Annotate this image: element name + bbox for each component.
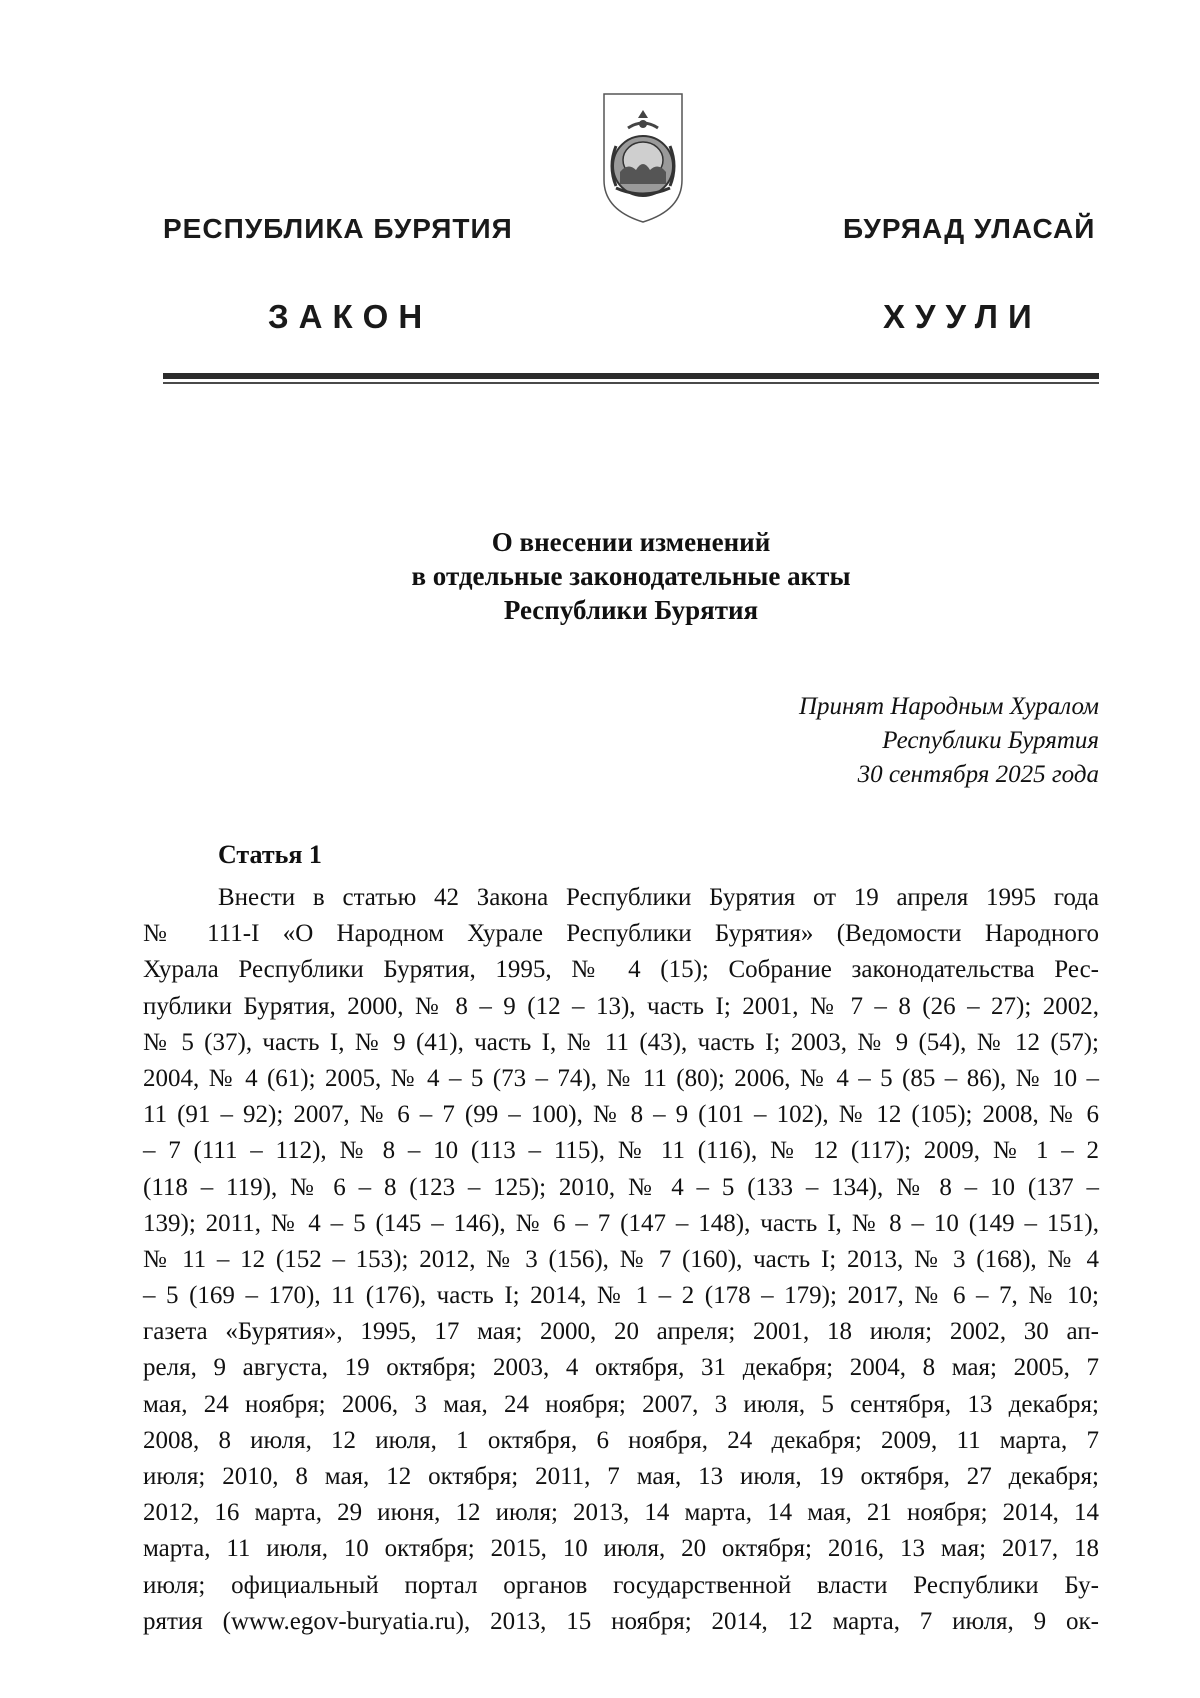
body-line: – 7 (111 – 112), № 8 – 10 (113 – 115), № 11 (116), № 12 (117); 2009, № 1 – 2 — [143, 1137, 1099, 1165]
header-divider — [163, 373, 1099, 379]
body-line: рятия (www.egov-buryatia.ru), 2013, 15 ноября; 2014, 12 марта, 7 июля, 9 ок- — [143, 1607, 1099, 1635]
body-line: Хурала Республики Бурятия, 1995, № 4 (15); Собрание законодательства Рес- — [143, 956, 1099, 984]
adoption-note-line: Республики Бурятия — [882, 727, 1099, 754]
republic-name-buryat: БУРЯАД УЛАСАЙ — [843, 213, 1096, 244]
article-body — [143, 880, 1099, 1640]
body-line: 2008, 8 июля, 12 июля, 1 октября, 6 ноября, 24 декабря; 2009, 11 марта, 7 — [143, 1426, 1099, 1454]
body-line: – 5 (169 – 170), 11 (176), часть I; 2014, № 1 – 2 (178 – 179); 2017, № 6 – 7, № 10; — [143, 1282, 1099, 1310]
body-line: июля; 2010, 8 мая, 12 октября; 2011, 7 мая, 13 июля, 19 октября, 27 декабря; — [143, 1463, 1099, 1490]
header-divider-thin — [163, 382, 1099, 384]
law-title-line: О внесении изменений — [491, 527, 771, 557]
law-title — [163, 525, 1099, 627]
document-type-buryat: ХУУЛИ — [883, 298, 1042, 335]
law-title-line: в отдельные законодательные акты — [411, 561, 851, 591]
body-line: № 111-I «О Народном Хурале Республики Бурятия» (Ведомости Народного — [143, 920, 1099, 948]
body-line: (118 – 119), № 6 – 8 (123 – 125); 2010, № 4 – 5 (133 – 134), № 8 – 10 (137 – — [143, 1173, 1099, 1201]
law-title-line: Республики Бурятия — [503, 595, 759, 625]
article-heading: Статья 1 — [218, 840, 322, 869]
body-line: газета «Бурятия», 1995, 17 мая; 2000, 20 апреля; 2001, 18 июля; 2002, 30 ап- — [143, 1318, 1099, 1346]
body-line: мая, 24 ноября; 2006, 3 мая, 24 ноября; 2007, 3 июля, 5 сентября, 13 декабря; — [143, 1390, 1099, 1418]
body-line: 11 (91 – 92); 2007, № 6 – 7 (99 – 100), № 8 – 9 (101 – 102), № 12 (105); 2008, № 6 — [143, 1101, 1099, 1129]
body-line: № 11 – 12 (152 – 153); 2012, № 3 (156), № 7 (160), часть I; 2013, № 3 (168), № 4 — [143, 1245, 1099, 1273]
body-line: публики Бурятия, 2000, № 8 – 9 (12 – 13), часть I; 2001, № 7 – 8 (26 – 27); 2002, — [143, 992, 1099, 1020]
body-line: 2004, № 4 (61); 2005, № 4 – 5 (73 – 74), № 11 (80); 2006, № 4 – 5 (85 – 86), № 10 – — [143, 1064, 1099, 1092]
coat-of-arms-icon — [598, 88, 688, 228]
document-type-russian: ЗАКОН — [268, 298, 433, 335]
body-line: марта, 11 июля, 10 октября; 2015, 10 июля, 20 октября; 2016, 13 мая; 2017, 18 — [143, 1535, 1099, 1563]
body-line: Внести в статью 42 Закона Республики Бурятия от 19 апреля 1995 года — [218, 884, 1099, 911]
body-line: 2012, 16 марта, 29 июня, 12 июля; 2013, 14 марта, 14 мая, 21 ноября; 2014, 14 — [143, 1499, 1099, 1527]
body-line: июля; официальный портал органов государственной власти Республики Бу- — [143, 1571, 1099, 1599]
republic-name-russian: РЕСПУБЛИКА БУРЯТИЯ — [163, 213, 513, 244]
body-line: реля, 9 августа, 19 октября; 2003, 4 октября, 31 декабря; 2004, 8 мая; 2005, 7 — [143, 1354, 1099, 1382]
adoption-note — [600, 690, 1099, 792]
adoption-date: 30 сентября 2025 года — [857, 761, 1099, 788]
adoption-note-line: Принят Народным Хуралом — [798, 693, 1099, 720]
body-line: № 5 (37), часть I, № 9 (41), часть I, № 11 (43), часть I; 2003, № 9 (54), № 12 (57); — [143, 1028, 1099, 1056]
body-line: 139); 2011, № 4 – 5 (145 – 146), № 6 – 7 (147 – 148), часть I, № 8 – 10 (149 – 151), — [143, 1209, 1099, 1237]
